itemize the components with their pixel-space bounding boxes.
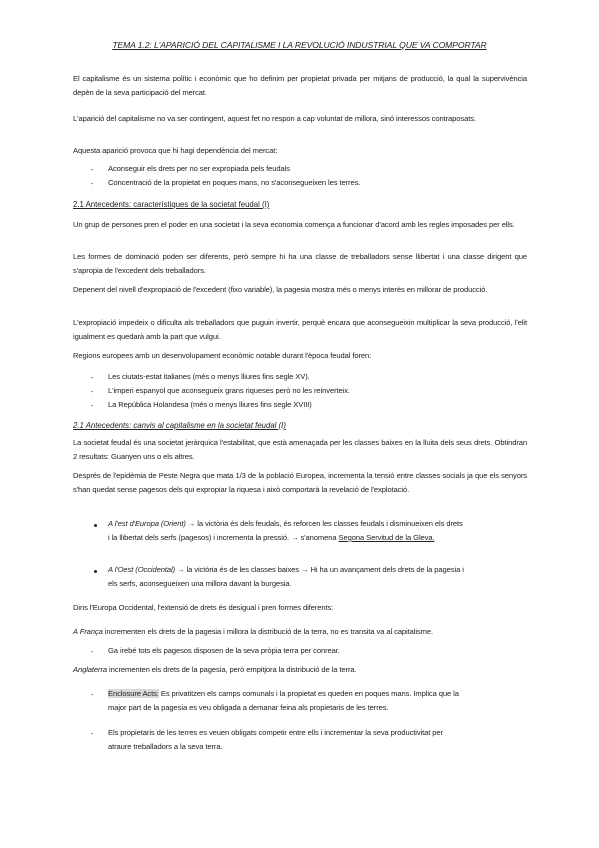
east-lead: A l'est d'Europa (Orient): [108, 519, 186, 528]
list-item: Concentració de la propietat en poques mans, no s'aconsegueixen les terres.: [108, 178, 361, 187]
list-item: Les ciutats-estat italianes (més o menys lliures fins segle XV).: [108, 372, 310, 381]
paragraph-capitalism-definition: El capitalisme és un sistema polític i econòmic que ho definim per propietat privada per mitjans de producció, la qual la supervivència depèn de la seva participació del mercat.: [73, 74, 527, 97]
list-item-west-line1: [108, 563, 464, 577]
england-lead: Anglaterra: [73, 665, 108, 674]
section-heading-antecedents: 2.1 Antecedents: característiques de la societat feudal (I): [73, 200, 270, 209]
paragraph-regions-intro: Regions europees amb un desenvolupament econòmic notable durant l'època feudal foren:: [73, 351, 372, 360]
england-rest: incrementen els drets de la pagesia, però empitjora la distribució de la terra.: [107, 665, 357, 674]
page-title: TEMA 1.2: L'APARICIÓ DEL CAPITALISME I LA REVOLUCIÓ INDUSTRIAL QUE VA COMPORTAR: [112, 40, 487, 50]
enclosure-text1: Es privatitzen els camps comunals i la propietat es queden en poques mans. Implica que la: [158, 689, 459, 698]
list-dash: -: [91, 729, 94, 738]
list-item-owners-line1: Els propietaris de les terres es veuen obligats competir entre ells i incrementar la seva productivitat per: [108, 728, 443, 737]
paragraph-england: [73, 663, 527, 677]
paragraph-western-europe: Dins l'Europa Occidental, l'extensió de drets és desigual i pren formes diferents:: [73, 603, 334, 612]
list-item-enclosure-line2: major part de la pagesia es veu obligada a demanar feina als propietaris de les terres.: [108, 703, 389, 712]
list-item-france: Ga irebé tots els pagesos disposen de la seva pròpia terra per conrear.: [108, 646, 340, 655]
list-item: L'imperi espanyol que aconsegueix grans riqueses però no les reinverteix.: [108, 386, 350, 395]
list-item: Aconseguir els drets per no ser expropiada pels feudals: [108, 164, 290, 173]
list-item-west-line2: els serfs, aconsegueixen una millora davant la burgesia.: [108, 579, 292, 588]
second-serfdom-term: Segona Servitud de la Gleva.: [338, 533, 435, 542]
list-item-owners-line2: atraure treballadors a la seva terra.: [108, 742, 223, 751]
france-rest: incrementen els drets de la pagesia i millora la distribució de la terra, no es transita va al capitalisme.: [102, 627, 433, 636]
paragraph-feudal-society: La societat feudal és una societat jeràrquica l'estabilitat, que està amenaçada per les classes baixes en la lluita dels seus drets. Obtindran 2 resultats: Guanyen uns o els altres.: [73, 438, 527, 461]
paragraph-domination-forms: Les formes de dominació poden ser diferents, però sempre hi ha una classe de treballadors sense llibertat i una classe dirigent que s'apropia de l'excedent dels treballadors.: [73, 252, 527, 275]
list-dash: -: [91, 165, 94, 174]
paragraph-black-death: Després de l'epidèmia de Peste Negra que mata 1/3 de la població Europea, incrementa la tensió entre classes socials ja que els senyors s'han quedat sense pagesos dels qui expropiar la riquesa i això comportarà la revelació de l'explotació.: [73, 471, 527, 494]
bullet-icon: [94, 570, 97, 573]
section-heading-changes: 2.1 Antecedents: canvis al capitalisme en la societat feudal (I): [73, 421, 286, 430]
list-dash: -: [91, 401, 94, 410]
west-text1: → la victòria és de les classes baixes → Hi ha un avançament dels drets de la pagesia i: [175, 565, 464, 574]
paragraph-france: [73, 625, 527, 639]
enclosure-acts-term: Enclosure Acts:: [108, 689, 159, 698]
bullet-icon: [94, 524, 97, 527]
list-item-enclosure-line1: [108, 687, 459, 701]
paragraph-capitalism-appearance: L'aparició del capitalisme no va ser contingent, aquest fet no respon a cap voluntat de millora, sinó interessos contraposats.: [73, 114, 476, 123]
list-dash: -: [91, 690, 94, 699]
list-dash: -: [91, 179, 94, 188]
list-dash: -: [91, 387, 94, 396]
france-lead: A França: [73, 627, 103, 636]
list-dash: -: [91, 647, 94, 656]
paragraph-power-group: Un grup de persones pren el poder en una societat i la seva economia comença a funcionar d'acord amb les regles imposades per ells.: [73, 220, 515, 229]
east-text2: i la llibertat dels serfs (pagesos) i incrementa la pressió. → s'anomena: [108, 533, 339, 542]
list-item-east-line1: [108, 517, 463, 531]
west-lead: A l'Oest (Occidental): [108, 565, 176, 574]
list-item: La República Holandesa (més o menys lliures fins segle XVIII): [108, 400, 312, 409]
list-item-east-line2: [108, 531, 435, 545]
east-text1: → la victòria és dels feudals, és reforcen les classes feudals i disminueixen els drets: [185, 519, 463, 528]
paragraph-expropriation-level: Depenent del nivell d'expropiació de l'excedent (fixo variable), la pagesia mostra més o menys interès en millorar de producció.: [73, 285, 488, 294]
paragraph-expropriation-effects: L'expropiació impedeix o dificulta als treballadors que puguin invertir, perquè encara que aconsegueixin multiplicar la seva producció, l'elit igualment es quedarà amb la part que vulgui.: [73, 318, 527, 341]
paragraph-market-dependence: Aquesta aparició provoca que hi hagi dependència del mercat:: [73, 146, 278, 155]
list-dash: -: [91, 373, 94, 382]
